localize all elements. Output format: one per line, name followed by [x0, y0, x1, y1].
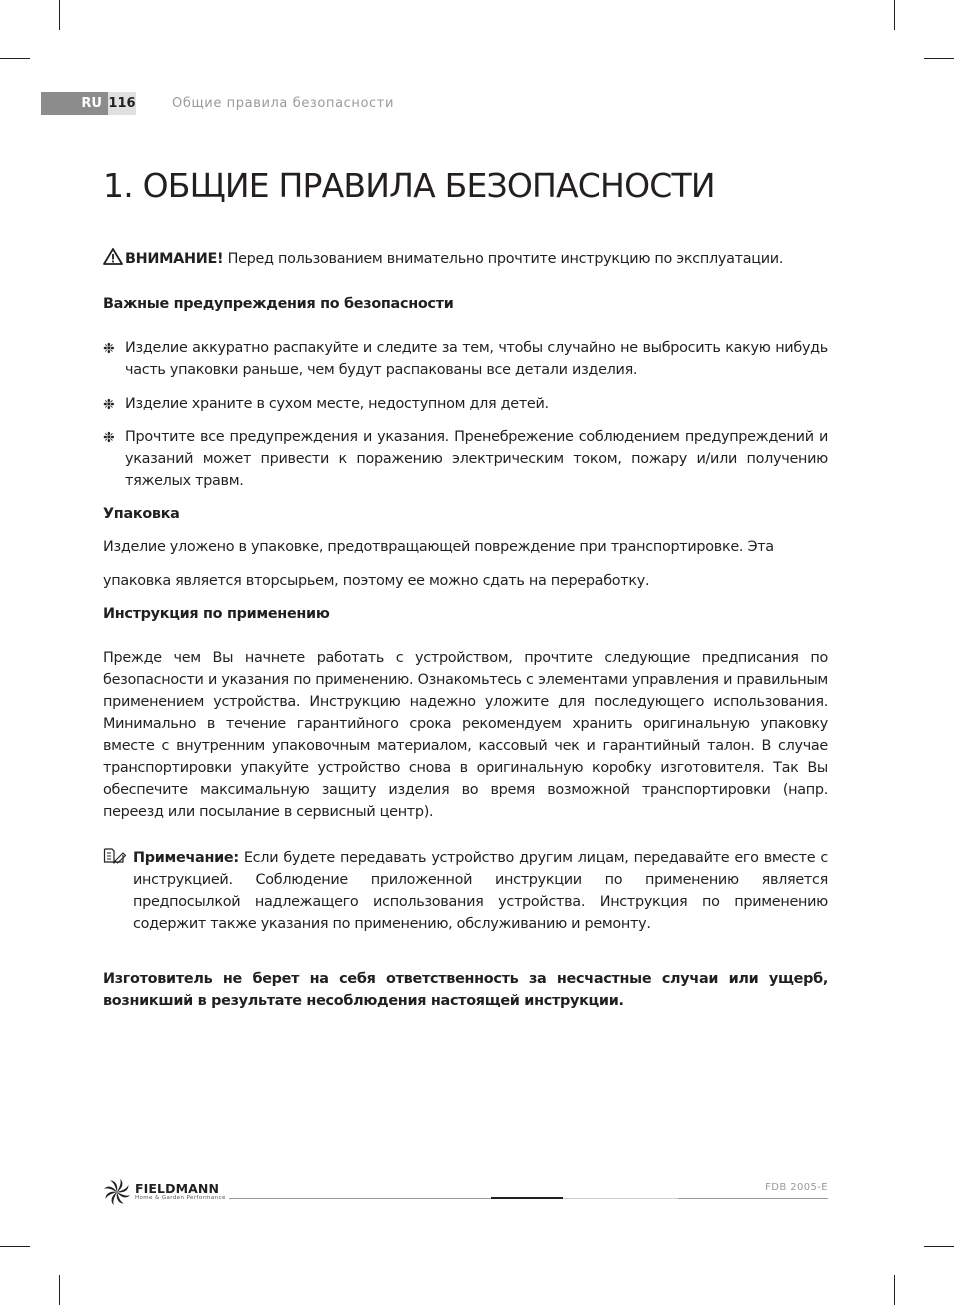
page-header — [41, 92, 394, 115]
gear-bullet-icon: ❉ — [103, 430, 115, 446]
gear-bullet-icon: ❉ — [103, 397, 115, 413]
warning-label: ВНИМАНИЕ! — [125, 251, 224, 267]
crop-mark — [894, 1275, 895, 1305]
brand-tagline: Home & Garden Performance — [135, 1195, 226, 1201]
language-badge: RU — [41, 92, 108, 115]
brand-name: FIELDMANN — [135, 1181, 220, 1196]
packaging-text-line: упаковка является вторсырьем, поэтому ее можно сдать на переработку. — [103, 573, 650, 589]
gear-bullet-icon: ❉ — [103, 341, 115, 357]
note-text: Если будете передавать устройство другим лицам, передавайте его вместе с инструкцией. Соблюдение приложенной инструкции по применению является предпосылкой надлежащего использования устройства. Инструкция по применению содержит также указания по применению, обслуживанию и ремонту. — [133, 850, 828, 932]
crop-mark — [894, 0, 895, 30]
crop-mark — [0, 1246, 30, 1247]
safety-heading: Важные предупреждения по безопасности — [103, 296, 454, 312]
disclaimer-text: Изготовитель не берет на себя ответственность за несчастные случаи или ущерб, возникший в результате несоблюдения настоящей инструкции. — [103, 971, 828, 1009]
brand-logo — [103, 1177, 228, 1207]
footer-rule — [563, 1198, 678, 1199]
warning-triangle-icon — [103, 248, 123, 265]
list-item-text: Изделие аккуратно распакуйте и следите за тем, чтобы случайно не выбросить какую нибудь часть упаковки раньше, чем будут распакованы все детали изделия. — [125, 340, 828, 378]
note-paragraph — [133, 847, 828, 935]
instructions-heading: Инструкция по применению — [103, 606, 330, 622]
packaging-heading: Упаковка — [103, 506, 180, 522]
crop-mark — [924, 58, 954, 59]
page-number: 116 — [108, 92, 136, 115]
page-title: 1. ОБЩИЕ ПРАВИЛА БЕЗОПАСНОСТИ — [103, 166, 715, 205]
warning-text: Перед пользованием внимательно прочтите инструкцию по эксплуатации. — [223, 251, 784, 267]
note-label: Примечание: — [133, 850, 239, 866]
crop-mark — [59, 0, 60, 30]
fieldmann-fan-icon — [103, 1178, 131, 1206]
list-item-text: Прочтите все предупреждения и указания. Пренебрежение соблюдением предупреждений и указаний может привести к поражению электрическим током, пожару и/или получению тяжелых травм. — [125, 429, 828, 489]
packaging-text-line: Изделие уложено в упаковке, предотвращающей повреждение при транспортировке. Эта — [103, 539, 774, 555]
footer-rule — [678, 1198, 828, 1199]
footer-rule — [491, 1197, 563, 1199]
brand-text — [135, 1182, 226, 1202]
crop-mark — [924, 1246, 954, 1247]
warning-line — [103, 248, 828, 270]
crop-mark — [0, 58, 30, 59]
model-number: FDB 2005-E — [765, 1182, 828, 1193]
note-book-icon — [103, 846, 127, 864]
crop-mark — [59, 1275, 60, 1305]
list-item-text: Изделие храните в сухом месте, недоступном для детей. — [125, 396, 549, 412]
running-title: Общие правила безопасности — [172, 96, 395, 111]
footer-rule — [229, 1198, 491, 1199]
instructions-text: Прежде чем Вы начнете работать с устройством, прочтите следующие предписания по безопасности и указания по применению. Ознакомьтесь с элементами управления и правильным применением устройства. Инструкцию надежно уложите для последующего использования. Минимально в течение гарантийного срока рекомендуем хранить оригинальную упаковку вместе с внутренним упаковочным материалом, кассовый чек и гарантийный талон. В случае транспортировки упакуйте устройство снова в оригинальную коробку изготовителя. Так Вы обеспечите максимальную защиту изделия во время возможной транспортировки (напр. переезд или посылание в сервисный центр). — [103, 650, 828, 820]
